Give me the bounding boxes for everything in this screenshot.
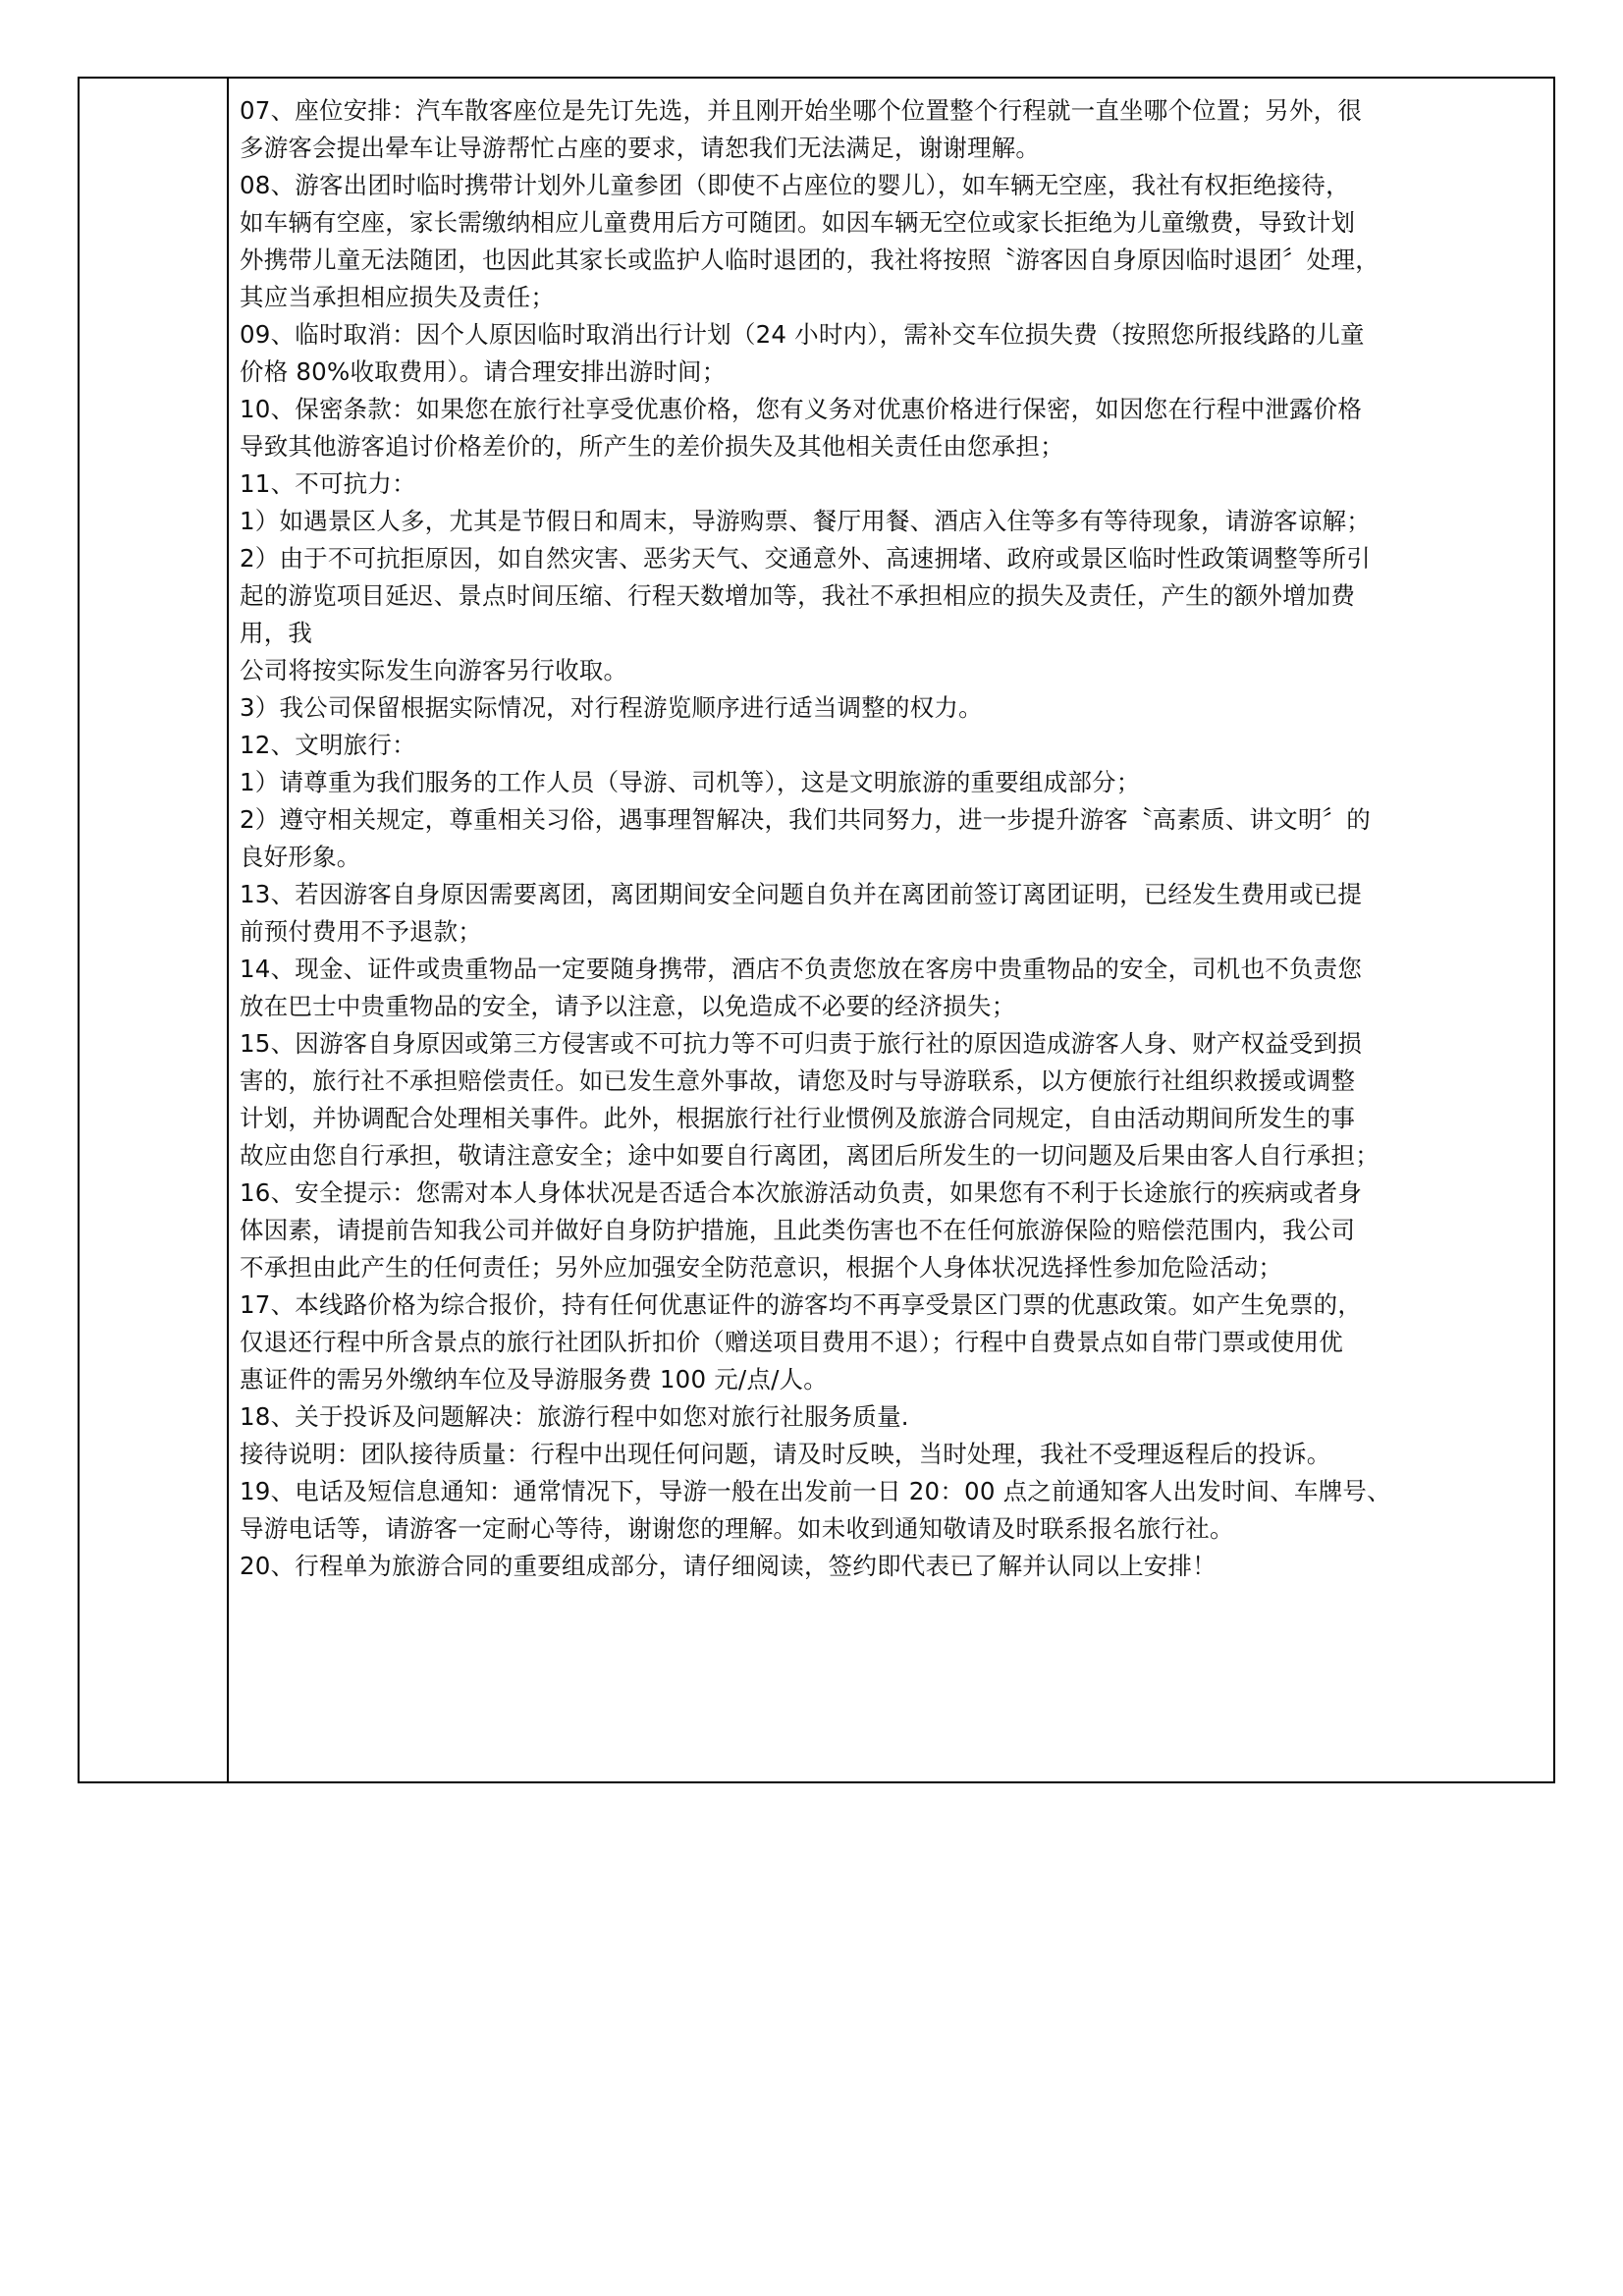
- notice-text-line: 外携带儿童无法随团，也因此其家长或监护人临时退团的，我社将按照〝游客因自身原因临时退团〞处理，: [240, 246, 1380, 274]
- notice-text-line: 惠证件的需另外缴纳车位及导游服务费 100 元/点/人。: [240, 1365, 828, 1394]
- notice-text-line: 11、不可抗力：: [240, 469, 416, 498]
- notice-text-line: 1）请尊重为我们服务的工作人员（导游、司机等），这是文明旅游的重要组成部分；: [240, 768, 1141, 796]
- notice-text-line: 17、本线路价格为综合报价，持有任何优惠证件的游客均不再享受景区门票的优惠政策。如产生免票的，: [240, 1290, 1363, 1319]
- notice-table: [78, 77, 1555, 1783]
- notice-text-line: 接待说明：团队接待质量：行程中出现任何问题，请及时反映，当时处理，我社不受理返程后的投诉。: [240, 1440, 1331, 1468]
- notice-text-line: 12、文明旅行：: [240, 731, 416, 759]
- notice-text-line: 如车辆有空座，家长需缴纳相应儿童费用后方可随团。如因车辆无空位或家长拒绝为儿童缴费，导致计划: [240, 208, 1356, 237]
- label-column-cell: [80, 79, 229, 1781]
- notice-text-line: 08、游客出团时临时携带计划外儿童参团（即使不占座位的婴儿），如车辆无空座，我社有权拒绝接待，: [240, 171, 1350, 199]
- notice-content-cell: [229, 79, 1553, 1781]
- notice-text-line: 计划，并协调配合处理相关事件。此外，根据旅行社行业惯例及旅游合同规定，自由活动期间所发生的事: [240, 1104, 1356, 1132]
- notice-text-line: 13、若因游客自身原因需要离团，离团期间安全问题自负并在离团前签订离团证明，已经发生费用或已提: [240, 880, 1363, 908]
- notice-text-line: 公司将按实际发生向游客另行收取。: [240, 656, 628, 684]
- notice-text-line: 2）由于不可抗拒原因，如自然灾害、恶劣天气、交通意外、高速拥堵、政府或景区临时性政策调整等所引: [240, 544, 1371, 573]
- notice-text-line: 用，我: [240, 619, 313, 647]
- notice-text-line: 放在巴士中贵重物品的安全，请予以注意，以免造成不必要的经济损失；: [240, 992, 1016, 1020]
- notice-text-line: 1）如遇景区人多，尤其是节假日和周末，导游购票、餐厅用餐、酒店入住等多有等待现象，请游客谅解；: [240, 507, 1371, 535]
- notice-text-line: 导致其他游客追讨价格差价的，所产生的差价损失及其他相关责任由您承担；: [240, 432, 1064, 461]
- notice-text-line: 体因素，请提前告知我公司并做好自身防护措施，且此类伤害也不在任何旅游保险的赔偿范围内，我公司: [240, 1216, 1356, 1244]
- notice-text-line: 3）我公司保留根据实际情况，对行程游览顺序进行适当调整的权力。: [240, 693, 983, 722]
- notice-text-line: 09、临时取消：因个人原因临时取消出行计划（24 小时内），需补交车位损失费（按照您所报线路的儿童: [240, 320, 1365, 349]
- notice-text-line: 起的游览项目延迟、景点时间压缩、行程天数增加等，我社不承担相应的损失及责任，产生的额外增加费: [240, 581, 1356, 610]
- notice-text-line: 07、座位安排：汽车散客座位是先订先选，并且刚开始坐哪个位置整个行程就一直坐哪个位置；另外，很: [240, 96, 1363, 125]
- notice-text-line: 16、安全提示：您需对本人身体状况是否适合本次旅游活动负责，如果您有不利于长途旅行的疾病或者身: [240, 1178, 1363, 1207]
- notice-text-line: 仅退还行程中所含景点的旅行社团队折扣价（赠送项目费用不退）；行程中自费景点如自带门票或使用优: [240, 1328, 1343, 1356]
- notice-text-line: 14、现金、证件或贵重物品一定要随身携带，酒店不负责您放在客房中贵重物品的安全，司机也不负责您: [240, 955, 1363, 983]
- notice-text-line: 故应由您自行承担，敬请注意安全；途中如要自行离团，离团后所发生的一切问题及后果由客人自行承担；: [240, 1141, 1380, 1170]
- notice-text-line: 10、保密条款：如果您在旅行社享受优惠价格，您有义务对优惠价格进行保密，如因您在行程中泄露价格: [240, 395, 1363, 423]
- notice-text-line: 2）遵守相关规定，尊重相关习俗，遇事理智解决，我们共同努力，进一步提升游客〝高素质、讲文明〞的: [240, 805, 1371, 834]
- notice-text-line: 18、关于投诉及问题解决：旅游行程中如您对旅行社服务质量.: [240, 1402, 909, 1431]
- notice-text-line: 前预付费用不予退款；: [240, 917, 482, 946]
- notice-text-line: 不承担由此产生的任何责任；另外应加强安全防范意识，根据个人身体状况选择性参加危险活动；: [240, 1253, 1283, 1282]
- notice-text-line: 良好形象。: [240, 843, 361, 871]
- notice-text-line: 20、行程单为旅游合同的重要组成部分，请仔细阅读，签约即代表已了解并认同以上安排！: [240, 1552, 1217, 1580]
- notice-text-line: 价格 80%收取费用）。请合理安排出游时间；: [240, 357, 727, 386]
- notice-text-line: 19、电话及短信息通知：通常情况下，导游一般在出发前一日 20：00 点之前通知客人出发时间、车牌号、: [240, 1477, 1391, 1505]
- notice-text-line: 害的，旅行社不承担赔偿责任。如已发生意外事故，请您及时与导游联系，以方便旅行社组织救援或调整: [240, 1066, 1356, 1095]
- notice-text-line: 导游电话等，请游客一定耐心等待，谢谢您的理解。如未收到通知敬请及时联系报名旅行社。: [240, 1514, 1234, 1543]
- notice-text-line: 多游客会提出晕车让导游帮忙占座的要求，请恕我们无法满足，谢谢理解。: [240, 134, 1041, 162]
- notice-text-line: 15、因游客自身原因或第三方侵害或不可抗力等不可归责于旅行社的原因造成游客人身、财产权益受到损: [240, 1029, 1363, 1058]
- notice-text-line: 其应当承担相应损失及责任；: [240, 283, 556, 311]
